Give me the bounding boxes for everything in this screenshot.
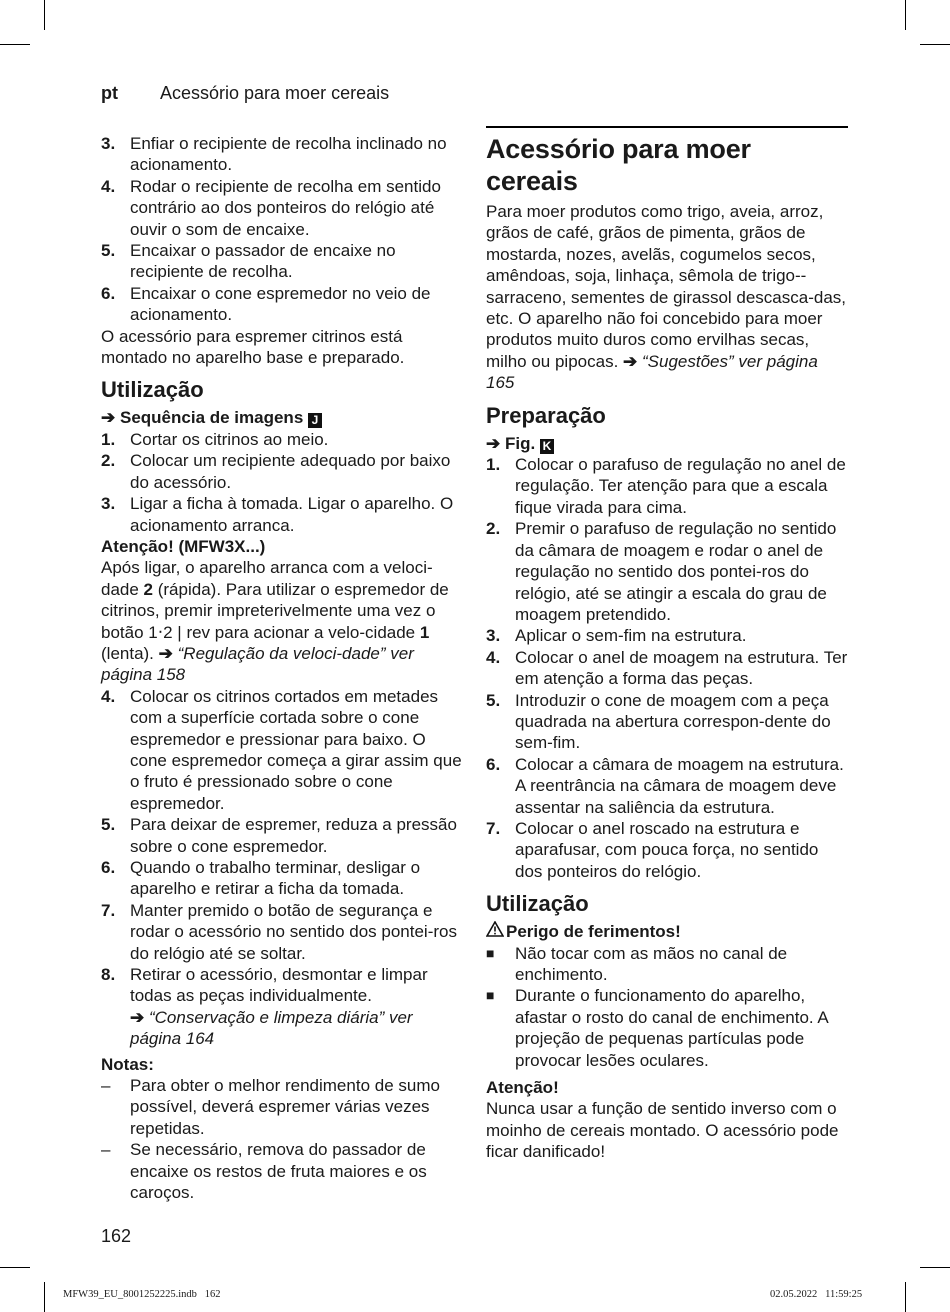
step-number: 2. [486,519,501,539]
step-text: Premir o parafuso de regulação no sentido da câmara de moagem e rodar o anel de regulação no sentido dos pontei-ros do relógio, até se atingir a escala do grau de moagem pretendido. [515,519,837,624]
list-item [101,686,466,814]
step-number: 6. [101,858,116,877]
list-item [101,450,466,493]
bullet: ■ [486,987,495,1004]
section-rule [486,126,848,128]
step-number: 6. [486,754,501,774]
list-item [101,429,466,450]
step-text: Manter premido o botão de segurança e rodar o acessório no sentido dos pontei-ros do relógio até se soltar. [130,900,457,963]
assembled-text: O acessório para espremer citrinos está montado no aparelho base e preparado. [101,326,405,368]
step-number: 5. [101,241,116,261]
text-run: (rápida). Para utilizar o espremedor de citrinos, premir impreterivelmente uma vez o botão [101,579,449,642]
danger-text: Durante o funcionamento do aparelho, afastar o rosto do canal de enchimento. A projeção de pequenas partículas pode provocar lesões oculares. [515,986,828,1070]
figure-reference [486,433,848,454]
crop-mark [920,1267,950,1268]
crop-mark [905,0,906,30]
list-item [486,454,848,518]
note-text: Se necessário, remova do passador de encaixe os restos de fruta maiores e os caroços. [130,1140,427,1203]
section-heading-use: Utilização [101,377,204,403]
language-code: pt [101,83,118,103]
attention-heading: Atenção! (MFW3X...) [101,536,266,556]
step-number: 4. [101,176,116,196]
list-item [101,857,466,900]
step-text: Colocar um recipiente adequado por baixo do acessório. [130,451,451,492]
step-number: 3. [486,626,501,646]
danger-heading [486,921,848,942]
figure-box-j: J [308,413,322,428]
text-run: Para moer produtos como trigo, aveia, arroz, grãos de café, grãos de pimenta, grãos de mostarda, nozes, avelãs, cogumelos secos, amêndoas, soja, linhaça, sêmola de trigo--sarraceno, sementes de girassol descasca-das, etc. O aparelho não foi concebido para moer produtos muito duros como ervilhas secas, milho ou pipocas. [486,202,847,371]
attention-heading: Atenção! [486,1078,559,1098]
step-number: 3. [101,494,116,514]
step-number: 2. [101,451,116,471]
speed-value: 1 [419,622,430,642]
step-text: Cortar os citrinos ao meio. [130,429,329,449]
crop-mark [0,44,30,45]
text-run: Após ligar, o aparelho arranca com a veloci-dade [101,558,433,599]
bullet: ■ [486,944,495,961]
step-text: Colocar o anel roscado na estrutura e aparafusar, com pouca força, no sentido dos ponteiros do relógio. [515,818,819,881]
section-heading-preparation: Preparação [486,402,606,428]
arrow-right-icon: ➔ [130,1007,145,1027]
step-text: Enfiar o recipiente de recolha inclinado no acionamento. [130,134,447,175]
footer-file-info: MFW39_EU_8001252225.indb 162 [63,1289,221,1300]
list-item [486,985,848,1071]
dash: – [101,1076,111,1096]
step-number: 5. [101,815,116,835]
list-item [486,818,848,882]
crop-mark [905,1282,906,1312]
list-item [101,133,466,176]
arrow-right-icon: ➔ [158,643,173,663]
figure-label: Fig. [504,433,536,453]
crop-mark [44,1282,45,1312]
text-run: para acionar a velo-cidade [210,622,420,642]
arrow-right-icon: ➔ [623,351,638,371]
step-text: Introduzir o cone de moagem com a peça quadrada na abertura correspon-dente do sem-fim. [515,690,831,753]
step-text: Aplicar o sem-fim na estrutura. [515,626,747,646]
note-text: Para obter o melhor rendimento de sumo possível, deverá espremer várias vezes repetidas. [130,1076,440,1138]
intro-paragraph [486,201,848,394]
step-number: 3. [101,134,116,153]
text-run: Retirar o acessório, desmontar e limpar todas as peças individualmente. [130,965,428,1006]
list-item [486,647,848,690]
step-number: 7. [101,900,116,920]
page-number: 162 [101,1226,132,1246]
attention-text: Nunca usar a função de sentido inverso com o moinho de cereais montado. O acessório pode ficar danificado! [486,1099,839,1162]
list-item [486,690,848,754]
crop-mark [920,44,950,45]
step-text [130,964,466,1050]
arrow-right-icon: ➔ [101,408,116,428]
sequence-reference [101,407,466,428]
step-number: 7. [486,818,501,838]
step-number: 1. [486,455,501,475]
notes-heading: Notas: [101,1054,154,1074]
button-label-ref: 1‧2 | rev [148,622,211,642]
step-number: 5. [486,690,501,710]
step-text: Quando o trabalho terminar, desligar o aparelho e retirar a ficha da tomada. [130,858,421,899]
step-number: 1. [101,429,116,449]
list-item [101,900,466,964]
step-text: Encaixar o passador de encaixe no recipiente de recolha. [130,241,396,282]
danger-label: Perigo de ferimentos! [506,922,681,942]
warning-triangle-icon [486,921,506,942]
section-heading-use: Utilização [486,891,589,917]
step-number: 4. [486,647,501,667]
left-column [101,133,466,1204]
sequence-label: Sequência de imagens [119,408,304,428]
dash: – [101,1140,111,1160]
list-item [101,283,466,326]
crop-mark [0,1267,30,1268]
step-number: 4. [101,686,116,706]
list-item [101,1075,466,1139]
crop-mark [44,0,45,30]
step-text: Colocar a câmara de moagem na estrutura. A reentrância na câmara de moagem deve assentar na saliência da estrutura. [515,754,844,817]
right-column [486,126,848,1163]
list-item [486,943,848,986]
step-number: 8. [101,965,116,985]
step-text: Colocar o anel de moagem na estrutura. Ter em atenção a forma das peças. [515,647,848,689]
speed-value: 2 [143,579,154,599]
step-text: Para deixar de espremer, reduza a pressão sobre o cone espremedor. [130,815,457,856]
step-text: Colocar os citrinos cortados em metades com a superfície cortada sobre o cone espremedor e pressionar para baixo. O cone espremedor começa a girar assim que o fruto é pressionado sobre o cone espremedor. [130,686,462,813]
list-item [101,964,466,1050]
list-item [486,754,848,818]
running-header-title: Acessório para moer cereais [160,83,390,103]
list-item [101,493,466,536]
cross-reference: “Conservação e limpeza diária” ver página 164 [130,1007,413,1049]
step-text: Ligar a ficha à tomada. Ligar o aparelho. O acionamento arranca. [130,494,454,535]
list-item [101,814,466,857]
danger-text: Não tocar com as mãos no canal de enchimento. [515,943,788,984]
attention-paragraph [101,557,466,685]
list-item [101,240,466,283]
arrow-right-icon: ➔ [486,433,501,453]
figure-box-k: K [540,439,554,454]
step-text: Encaixar o cone espremedor no veio de acionamento. [130,283,431,325]
list-item [486,625,848,646]
cross-reference: “Sugestões” ver página 165 [486,351,818,393]
step-text: Rodar o recipiente de recolha em sentido contrário ao dos ponteiros do relógio até ouvir o som de encaixe. [130,176,441,239]
footer-date: 02.05.2022 11:59:25 [770,1289,863,1300]
list-item [486,518,848,625]
step-text: Colocar o parafuso de regulação no anel de regulação. Ter atenção para que a escala fique virada para cima. [515,455,846,517]
cross-reference: “Regulação da veloci-dade” ver página 158 [101,643,414,685]
step-number: 6. [101,283,116,303]
list-item [101,1139,466,1203]
section-title: Acessório para moer cereais [486,134,751,196]
text-run: (lenta). [101,643,159,663]
list-item [101,176,466,240]
